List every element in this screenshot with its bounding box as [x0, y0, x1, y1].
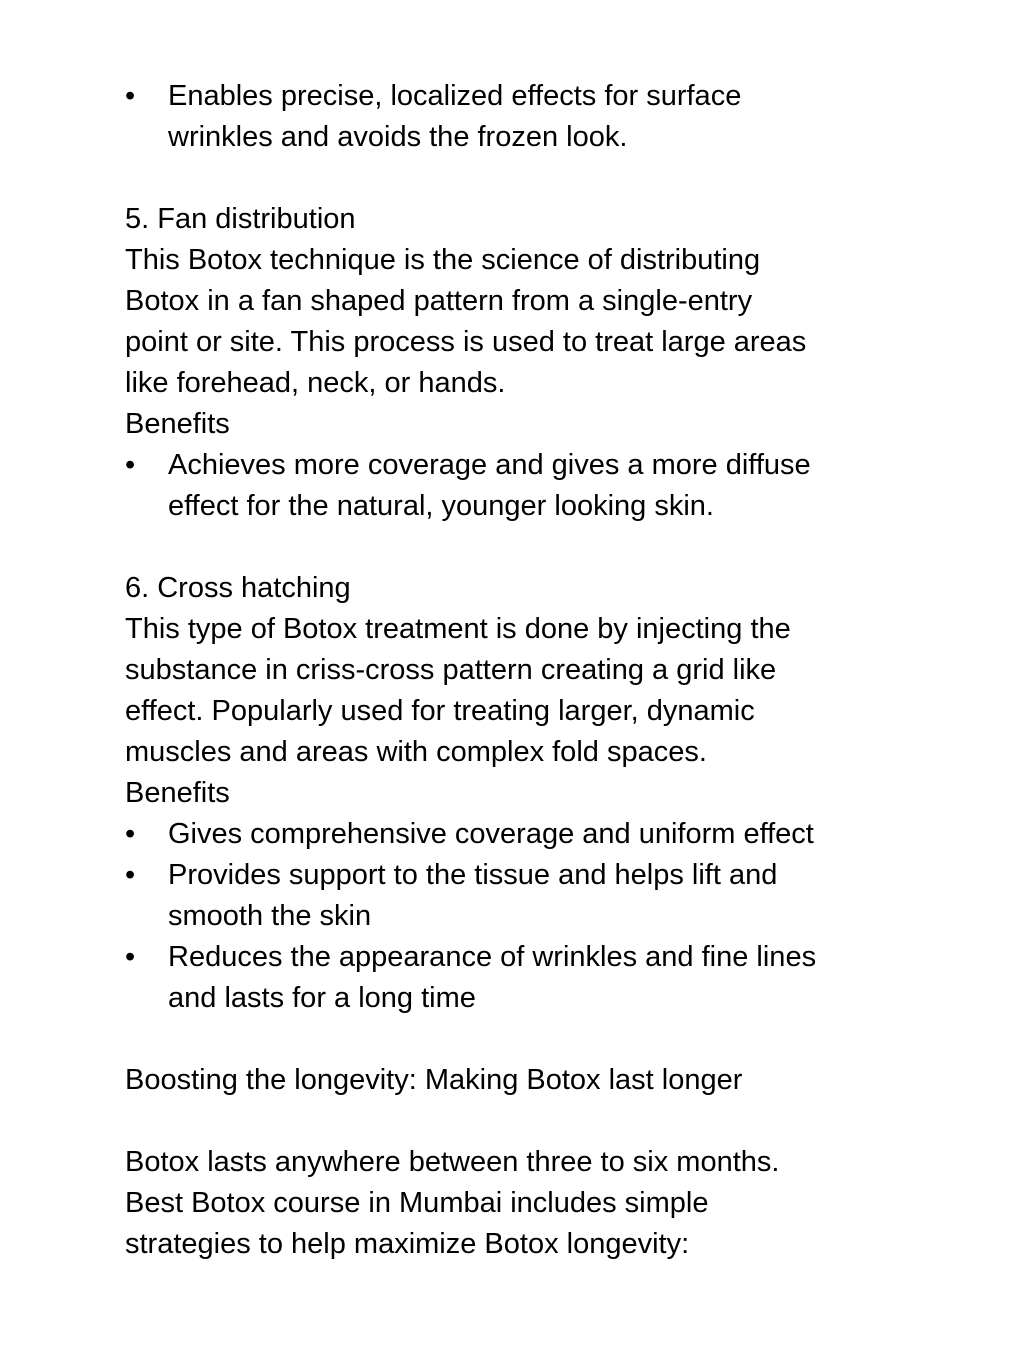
section-6-bullet-3-line-2: and lasts for a long time: [168, 982, 476, 1014]
section-5-body-line-2: Botox in a fan shaped pattern from a single-entry: [125, 285, 753, 317]
section-6-body-line-1: This type of Botox treatment is done by injecting the: [125, 613, 791, 645]
spacer: [125, 527, 885, 568]
bullet-glyph: •: [125, 449, 136, 481]
section-6-bullet-item-1: [125, 814, 885, 855]
intro-bullet-item: [125, 76, 885, 158]
spacer: [125, 158, 885, 199]
longevity-body-line-2: Best Botox course in Mumbai includes simple: [125, 1187, 709, 1219]
section-6-bullet-item-2: [125, 855, 885, 937]
bullet-glyph: •: [125, 859, 136, 891]
section-6-bullet-item-3: [125, 937, 885, 1019]
section-6-body-line-2: substance in criss-cross pattern creating a grid like: [125, 654, 777, 686]
section-5-heading: 5. Fan distribution: [125, 203, 356, 235]
section-5-body-line-3: point or site. This process is used to treat large areas: [125, 326, 807, 358]
section-6-heading: 6. Cross hatching: [125, 572, 351, 604]
bullet-glyph: •: [125, 818, 136, 850]
longevity-heading: Boosting the longevity: Making Botox last longer: [125, 1064, 743, 1096]
section-6-bullet-3-line-1: Reduces the appearance of wrinkles and fine lines: [168, 941, 817, 973]
longevity-body-line-3: strategies to help maximize Botox longevity:: [125, 1228, 690, 1260]
section-5-bullet-item: [125, 445, 885, 527]
section-5-body-line-1: This Botox technique is the science of distributing: [125, 244, 761, 276]
section-5-benefits-label: Benefits: [125, 408, 230, 440]
intro-bullet-line-1: Enables precise, localized effects for surface: [168, 80, 742, 112]
section-5-bullet-line-2: effect for the natural, younger looking skin.: [168, 490, 714, 522]
section-5-bullet-line-1: Achieves more coverage and gives a more diffuse: [168, 449, 811, 481]
section-6-bullet-2-line-2: smooth the skin: [168, 900, 372, 932]
bullet-glyph: •: [125, 80, 136, 112]
spacer: [125, 1101, 885, 1142]
intro-bullet-line-2: wrinkles and avoids the frozen look.: [168, 121, 628, 153]
section-6-body-line-3: effect. Popularly used for treating larger, dynamic: [125, 695, 755, 727]
section-6-benefits-label: Benefits: [125, 777, 230, 809]
section-5-body-line-4: like forehead, neck, or hands.: [125, 367, 506, 399]
spacer: [125, 1019, 885, 1060]
section-6-body-line-4: muscles and areas with complex fold spaces.: [125, 736, 707, 768]
section-6-bullet-2-line-1: Provides support to the tissue and helps lift and: [168, 859, 778, 891]
document-page: [125, 76, 885, 1265]
longevity-body-line-1: Botox lasts anywhere between three to six months.: [125, 1146, 780, 1178]
section-6-bullet-1-line-1: Gives comprehensive coverage and uniform effect: [168, 818, 814, 850]
bullet-glyph: •: [125, 941, 136, 973]
